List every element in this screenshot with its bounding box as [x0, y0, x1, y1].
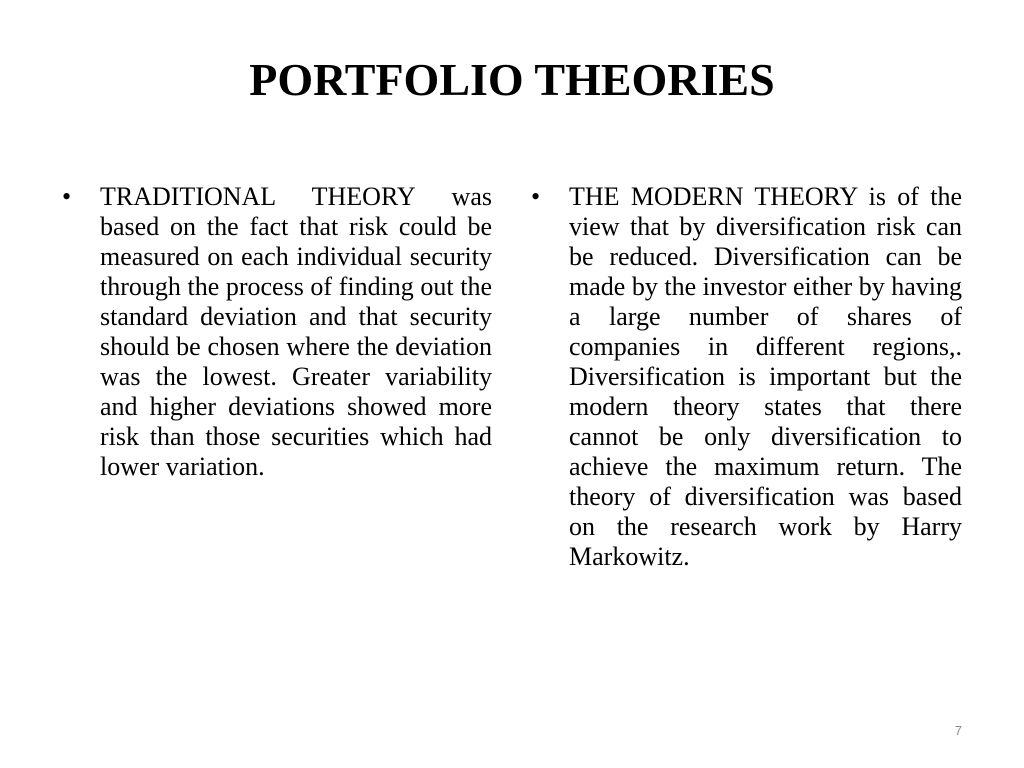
right-column [531, 182, 962, 572]
modern-theory-point [531, 182, 962, 572]
slide-title: PORTFOLIO THEORIES [249, 54, 775, 105]
page-number: 7 [954, 723, 962, 738]
left-column [62, 182, 492, 482]
modern-theory-text: THE MODERN THEORY is of the view that by diversification risk can be reduced. Diversification can be made by the investor either by having a large number of shares of companies in different regions,. Diversification is important but the modern theory states that there cannot be only diversification to achieve the maximum return. The theory of diversification was based on the research work by Harry Markowitz. [569, 182, 962, 571]
bullet-icon: • [62, 182, 72, 211]
bullet-icon: • [531, 182, 541, 211]
traditional-theory-text: TRADITIONAL THEORY was based on the fact that risk could be measured on each individual security through the process of finding out the standard deviation and that security should be chosen where the deviation was the lowest. Greater variability and higher deviations showed more risk than those securities which had lower variation. [100, 182, 492, 481]
traditional-theory-point [62, 182, 492, 482]
